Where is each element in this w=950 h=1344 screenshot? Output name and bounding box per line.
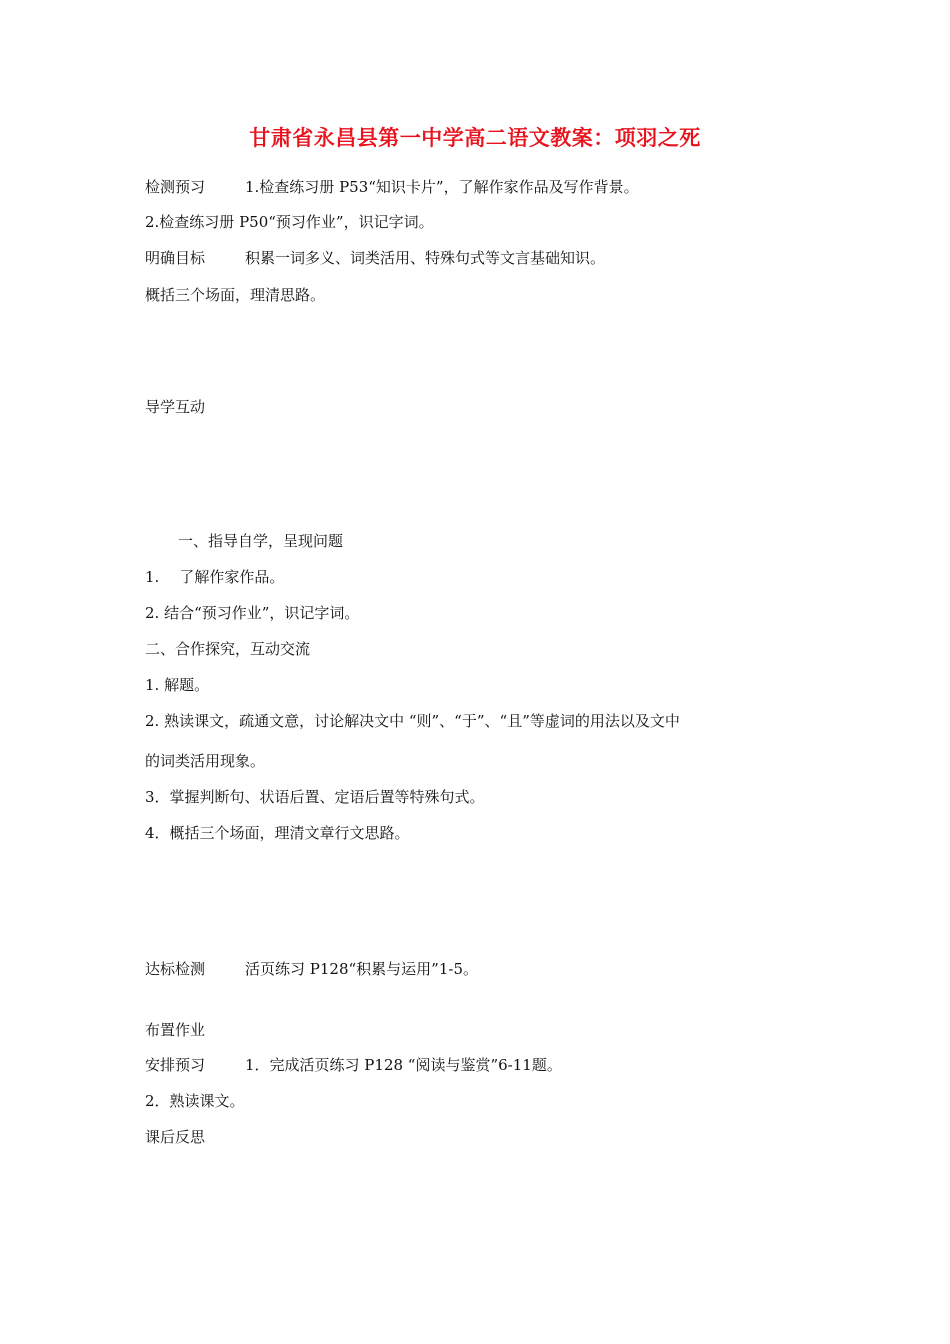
section-2-item-2: 2. 熟读课文，疏通文意，讨论解决文中 “则”、“于”、“且”等虚词的用法以及文中: [145, 712, 680, 730]
section-2-item-4: 4．概括三个场面，理清文章行文思路。: [145, 824, 410, 842]
preview-check-row: [145, 176, 639, 198]
preview-plan-row: [145, 1054, 562, 1076]
section-2-item-1: 1. 解题。: [145, 676, 210, 694]
section-1-item-1: [145, 566, 284, 588]
section-1-item-1-number: 1.: [145, 568, 160, 586]
assessment-row: [145, 958, 478, 980]
section-1-heading: 一、指导自学，呈现问题: [178, 532, 344, 550]
guided-interaction-heading: 导学互动: [145, 398, 206, 416]
preview-plan-label: 安排预习: [145, 1056, 206, 1074]
document-title: 甘肃省永昌县第一中学高二语文教案：项羽之死: [249, 126, 701, 150]
objective-row: [145, 247, 605, 269]
preview-check-label: 检测预习: [145, 178, 206, 196]
objective-label: 明确目标: [145, 249, 206, 267]
objective-item-2: 概括三个场面，理清思路。: [145, 286, 326, 304]
section-2-heading: 二、合作探究，互动交流: [145, 640, 311, 658]
assessment-text: 活页练习 P128“积累与运用”1-5。: [245, 960, 478, 978]
homework-heading: 布置作业: [145, 1021, 206, 1039]
section-1-item-2: 2. 结合“预习作业”，识记字词。: [145, 604, 360, 622]
preview-check-item-1: 1.检查练习册 P53“知识卡片”，了解作家作品及写作背景。: [245, 178, 639, 196]
preview-plan-item-2: 2．熟读课文。: [145, 1092, 245, 1110]
objective-item-1: 积累一词多义、词类活用、特殊句式等文言基础知识。: [245, 249, 606, 267]
preview-plan-item-1: 1．完成活页练习 P128 “阅读与鉴赏”6-11题。: [245, 1056, 562, 1074]
assessment-label: 达标检测: [145, 960, 206, 978]
section-2-item-3: 3．掌握判断句、状语后置、定语后置等特殊句式。: [145, 788, 485, 806]
reflection-heading: 课后反思: [145, 1128, 206, 1146]
preview-check-item-2: 2.检查练习册 P50“预习作业”，识记字词。: [145, 213, 434, 231]
section-2-item-2-continued: 的词类活用现象。: [145, 752, 266, 770]
section-1-item-1-text: 了解作家作品。: [179, 568, 285, 586]
